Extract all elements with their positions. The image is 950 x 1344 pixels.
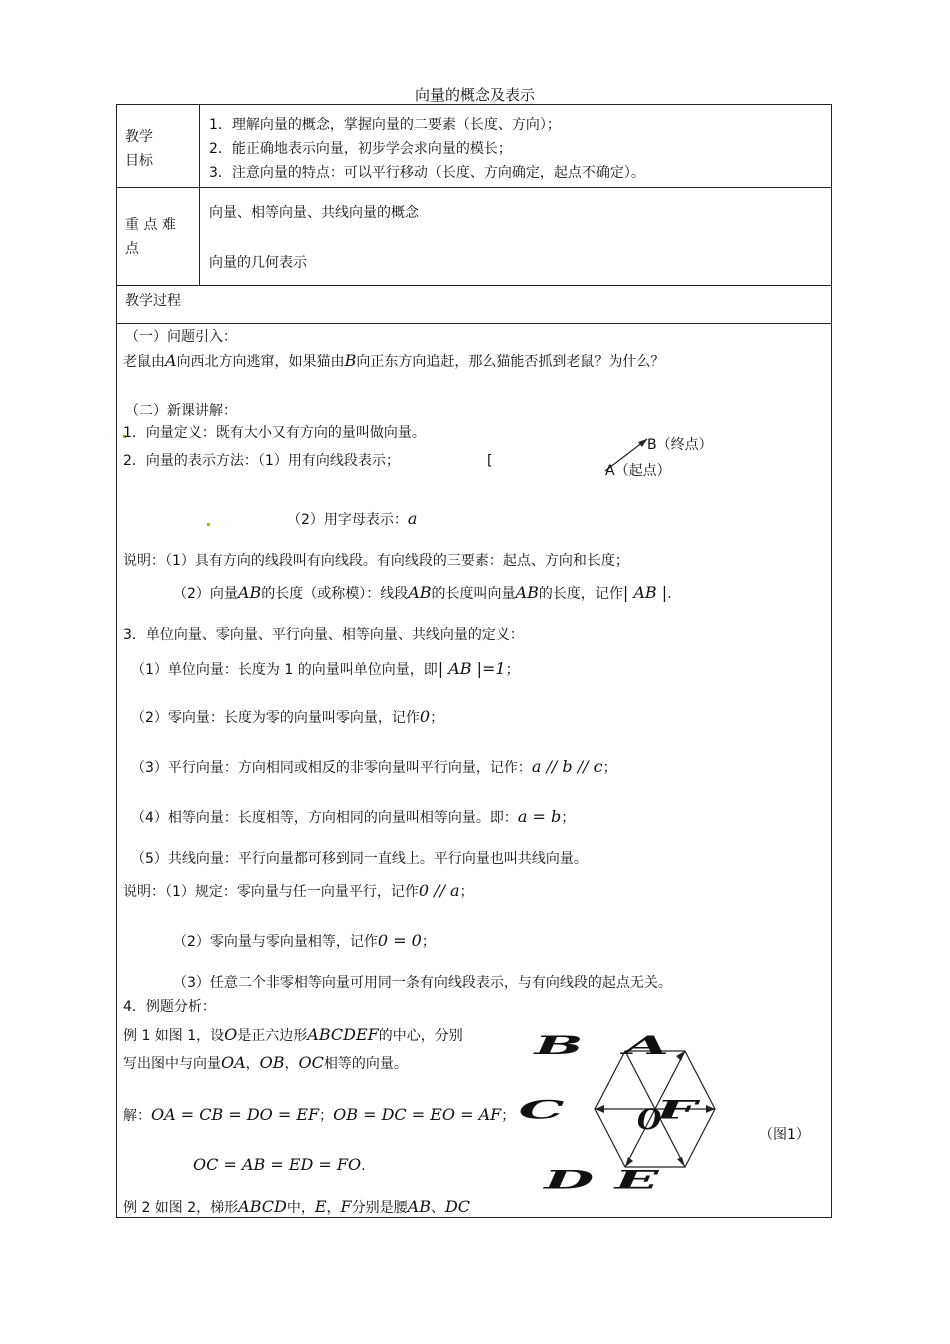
representation-2: （2）用字母表示：a (287, 509, 418, 528)
examples-heading: 4．例题分析： (123, 999, 216, 1015)
note-zero-parallel: 说明：（1）规定：零向量与任一向量平行，记作0 // a； (123, 881, 474, 900)
vertex-label-c: C (518, 1095, 565, 1125)
keypoints-label: 重 点 难 (125, 217, 176, 233)
example-1-line-1: 例 1 如图 1，设O是正六边形ABCDEF的中心，分别 (123, 1025, 463, 1044)
unit-vector-def: （1）单位向量：长度为 1 的向量叫单位向量，即| AB |=1； (131, 659, 520, 678)
keypoint-1: 向量、相等向量、共线向量的概念 (209, 205, 419, 221)
parallel-vector-def: （3）平行向量：方向相同或相反的非零向量叫平行向量，记作：a // b // c； (131, 757, 617, 776)
note-zero-equal: （2）零向量与零向量相等，记作0 = 0； (173, 931, 436, 950)
arrowhead-icon (677, 1157, 685, 1167)
hexagon-figure (518, 1030, 765, 1195)
arrowhead-icon (638, 439, 647, 447)
intro-question: 老鼠由A向西北方向逃窜，如果猫由B向正东方向追赶，那么猫能否抓到老鼠？为什么？ (123, 351, 665, 370)
column-divider (199, 105, 200, 285)
vertex-label-f: F (656, 1095, 698, 1125)
objective-2: 2．能正确地表示向量，初步学会求向量的模长； (209, 141, 512, 157)
row-divider (117, 187, 831, 188)
center-label-o: O (637, 1103, 662, 1136)
section-new-heading: （二）新课讲解： (125, 403, 237, 419)
keypoint-2: 向量的几何表示 (209, 255, 307, 271)
note-directed-segment: 说明：（1）具有方向的线段叫有向线段。有向线段的三要素：起点、方向和长度； (123, 553, 629, 569)
startpoint-label: A（起点） (605, 463, 671, 479)
arrowhead-icon (676, 1051, 685, 1061)
solution-line-1: 解：OA = CB = DO = EF；OB = DC = EO = AF； (123, 1105, 516, 1124)
vertex-label-a: A (624, 1030, 669, 1061)
directed-segment-diagram (587, 423, 747, 493)
bracket-mark: [ (487, 453, 493, 469)
zero-vector-def: （2）零向量：长度为零的向量叫零向量，记作0； (131, 707, 445, 726)
section-intro-heading: （一）问题引入： (125, 329, 237, 345)
collinear-vector-def: （5）共线向量：平行向量都可移到同一直线上。平行向量也叫共线向量。 (131, 851, 588, 867)
solution-line-2: OC = AB = ED = FO. (193, 1155, 366, 1174)
example-1-line-2: 写出图中与向量OA，OB，OC相等的向量。 (123, 1053, 408, 1072)
endpoint-label: B（终点） (647, 437, 713, 453)
vertex-label-b: B (534, 1030, 584, 1061)
representation-1: 2．向量的表示方法：（1）用有向线段表示； (123, 453, 400, 469)
vector-definition: 1．向量定义：既有大小又有方向的量叫做向量。 (123, 425, 426, 441)
example-2-line-1: 例 2 如图 2，梯形ABCD中，E，F分别是腰AB、DC (123, 1197, 471, 1216)
row-divider (117, 323, 831, 324)
lesson-table (116, 104, 832, 1218)
keypoints-label-2: 点 (125, 241, 139, 257)
objectives-label: 教学 (125, 129, 153, 145)
note-magnitude: （2）向量AB的长度（或称模）：线段AB的长度叫向量AB的长度，记作| AB |. (173, 583, 672, 602)
objective-1: 1．理解向量的概念，掌握向量的二要素（长度、方向）； (209, 117, 561, 133)
row-divider (117, 285, 831, 286)
definitions-heading: 3．单位向量、零向量、平行向量、相等向量、共线向量的定义： (123, 627, 524, 643)
note-equal-segments: （3）任意二个非零相等向量可用同一条有向线段表示，与有向线段的起点无关。 (173, 975, 672, 991)
vertex-label-d: D (544, 1165, 595, 1195)
objective-3: 3．注意向量的特点：可以平行移动（长度、方向确定，起点不确定）。 (209, 165, 645, 181)
process-label: 教学过程 (125, 293, 181, 309)
vertex-label-e: E (614, 1165, 659, 1195)
figure-caption: （图1） (759, 1127, 810, 1143)
objectives-label-2: 目标 (125, 153, 153, 169)
equal-vector-def: （4）相等向量：长度相等，方向相同的向量叫相等向量。即：a = b； (131, 807, 576, 826)
page-title: 向量的概念及表示 (414, 86, 535, 104)
